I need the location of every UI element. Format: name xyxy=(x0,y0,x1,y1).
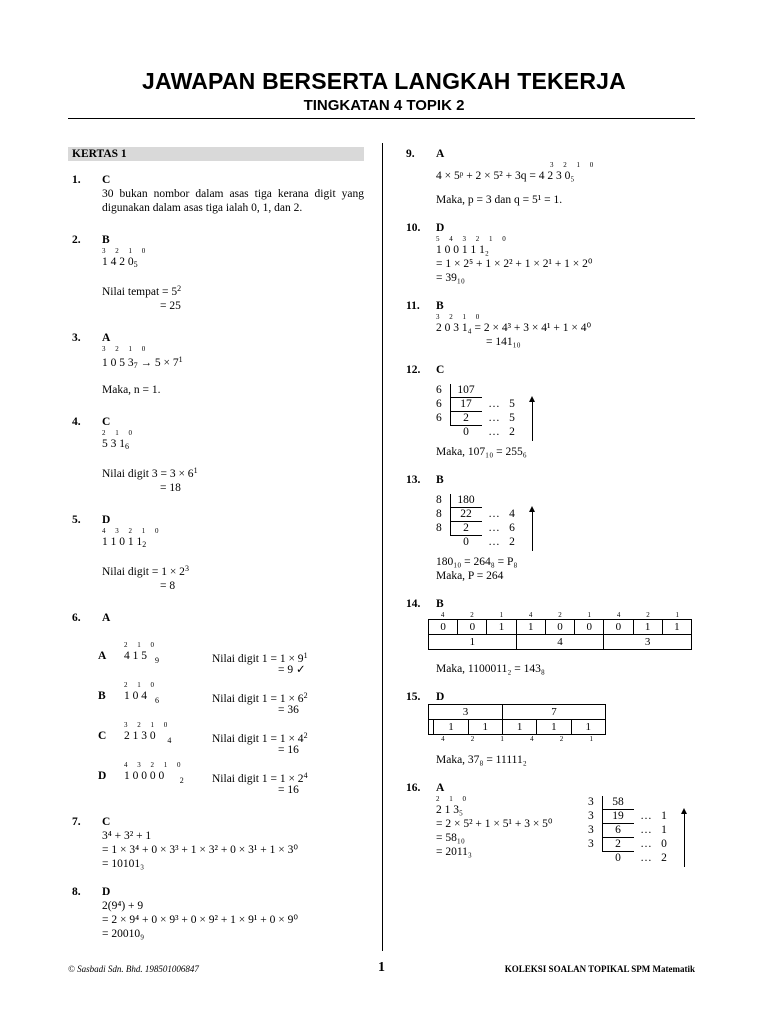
number-digits: 2 1 3 0 xyxy=(124,730,156,742)
answer-letter: B xyxy=(436,598,444,610)
bit-cell: 1 xyxy=(468,720,502,735)
bit-cell: 0 xyxy=(429,620,458,635)
number-digits: 1 0 5 $3_7 \to 5 \times 7^1$ xyxy=(102,355,183,370)
column-divider xyxy=(382,143,383,951)
quotient: 22 xyxy=(460,508,472,520)
question-number: 14. xyxy=(406,598,421,610)
place-values: 4 3 2 1 0 xyxy=(102,527,163,535)
place-values: 4 3 2 1 0 xyxy=(124,761,185,769)
ladder-bar xyxy=(450,494,451,536)
number-digits: 5 3 $1_6$ xyxy=(102,438,129,451)
read-upward-arrow xyxy=(532,511,533,551)
bit-cell: 0 xyxy=(575,620,604,635)
working-line: Nilai digit $1 = 1 \times 6^2$ xyxy=(212,691,308,705)
ellipsis: … xyxy=(488,522,500,534)
question-9 xyxy=(402,147,694,207)
option-label: C xyxy=(98,730,107,742)
bit-cell: 1 xyxy=(537,720,571,735)
quotient: 0 xyxy=(463,536,469,548)
working-line: Nilai digit $1 = 1 \times 4^2$ xyxy=(212,731,308,745)
working-line: 4 × 5ᵖ + 2 × 5² + 3q = 4 2 3 0₅ xyxy=(436,170,575,182)
divisor: 3 xyxy=(588,796,594,808)
working-line: = 2 × 9⁴ + 0 × 9³ + 0 × 9² + 1 × 9¹ + 0 × 9⁰ xyxy=(102,914,298,926)
ellipsis: … xyxy=(640,824,652,836)
working-result: Maka, 37₈ = 11111₂ xyxy=(436,754,527,766)
ellipsis: … xyxy=(488,398,500,410)
question-number: 16. xyxy=(406,782,421,794)
bit-cell: 1 xyxy=(633,620,662,635)
answer-letter: C xyxy=(436,364,445,376)
question-8 xyxy=(68,885,364,941)
divisor: 8 xyxy=(436,494,442,506)
working-line: 2 0 3 1₄ = 2 × 4³ + 3 × 4¹ + 1 × 4⁰ xyxy=(436,322,592,334)
question-number: 9. xyxy=(406,148,415,160)
question-15 xyxy=(402,690,694,767)
working-line: Nilai digit = $1 \times 2^3$ xyxy=(102,564,189,578)
number-base: 2 xyxy=(179,776,184,785)
bit-cell: 1 xyxy=(502,720,536,735)
question-13 xyxy=(402,473,694,583)
question-7 xyxy=(68,815,364,871)
place-value: 2 xyxy=(559,735,564,743)
division-ladder xyxy=(588,795,698,871)
number-base: 9 xyxy=(155,656,159,665)
working-line: Nilai digit $1 = 1 \times 2^4$ xyxy=(212,771,308,785)
remainder: 2 xyxy=(661,852,667,864)
place-value: 4 xyxy=(528,611,533,619)
ladder-bar xyxy=(602,796,603,852)
place-value: 1 xyxy=(500,735,504,743)
octal-group-cell: 7 xyxy=(502,705,605,720)
question-number: 6. xyxy=(72,612,81,624)
place-values: 2 1 0 xyxy=(124,681,158,689)
question-3 xyxy=(68,331,364,397)
option-label: A xyxy=(98,650,107,662)
question-number: 5. xyxy=(72,514,81,526)
working-result: Maka, P = 264 xyxy=(436,570,504,582)
question-number: 10. xyxy=(406,222,421,234)
place-value: 2 xyxy=(558,611,562,619)
divisor: 8 xyxy=(436,522,442,534)
bit-cell: 1 xyxy=(662,620,691,635)
divisor: 3 xyxy=(588,824,594,836)
working-result: = 18 xyxy=(160,482,181,494)
place-value: 1 xyxy=(587,611,592,619)
working-result: = 8 xyxy=(160,580,176,592)
quotient: 19 xyxy=(612,810,624,822)
remainder: 4 xyxy=(509,508,515,520)
remainder: 2 xyxy=(509,426,515,438)
remainder: 5 xyxy=(509,412,515,424)
ellipsis: … xyxy=(640,838,652,850)
binary-table xyxy=(428,619,692,650)
answer-letter: A xyxy=(102,332,111,344)
question-16 xyxy=(402,781,694,864)
working-line: Nilai digit $1 = 1 \times 9^1$ xyxy=(212,651,308,665)
place-value: 2 xyxy=(470,611,474,619)
ellipsis: … xyxy=(640,852,652,864)
working-line: 3⁴ + 3² + 1 xyxy=(102,830,152,842)
question-11 xyxy=(402,299,694,349)
bit-cell: 0 xyxy=(458,620,487,635)
quotient: 0 xyxy=(463,426,469,438)
option-d xyxy=(68,761,364,801)
answer-letter: A xyxy=(436,148,445,160)
working-line: Maka, n = 1. xyxy=(102,384,161,396)
quotient: 2 xyxy=(463,522,469,534)
ellipsis: … xyxy=(488,536,500,548)
working-line: Nilai tempat = $5^2$ xyxy=(102,284,182,298)
divisor: 6 xyxy=(436,412,442,424)
divisor: 6 xyxy=(436,398,442,410)
place-value: 1 xyxy=(499,611,504,619)
number-base: 6 xyxy=(155,696,159,705)
answer-letter: C xyxy=(102,174,111,186)
ellipsis: … xyxy=(488,412,500,424)
answer-letter: C xyxy=(102,816,111,828)
question-number: 13. xyxy=(406,474,421,486)
answer-letter: B xyxy=(436,300,444,312)
option-label: D xyxy=(98,770,107,782)
place-value: 4 xyxy=(530,735,534,743)
section-heading: KERTAS 1 xyxy=(68,147,364,161)
question-number: 3. xyxy=(72,332,81,344)
answer-letter: D xyxy=(102,514,111,526)
number-digits: 4 1 5 xyxy=(124,650,147,662)
working-line: 2 1 3₅ xyxy=(436,804,464,816)
working-line: = 58₁₀ xyxy=(436,832,465,844)
divisor: 3 xyxy=(588,810,594,822)
working-line: Nilai digit $3 = 3 \times 6^1$ xyxy=(102,466,198,480)
bit-cell: 1 xyxy=(487,620,516,635)
octal-group-cell: 4 xyxy=(516,635,604,650)
remainder: 5 xyxy=(509,398,515,410)
option-a xyxy=(68,641,364,681)
quotient: 2 xyxy=(463,412,469,424)
bit-cell: 0 xyxy=(545,620,574,635)
working-line: 2(9⁴) + 9 xyxy=(102,900,144,912)
working-line: = 1 × 2⁵ + 1 × 2² + 1 × 2¹ + 1 × 2⁰ xyxy=(436,258,593,270)
question-5 xyxy=(68,513,364,593)
place-value: 1 xyxy=(589,735,593,743)
divisor: 3 xyxy=(588,838,594,850)
ellipsis: … xyxy=(488,508,500,520)
working-result: = 2011₃ xyxy=(436,846,472,858)
option-list xyxy=(98,641,364,801)
quotient: 107 xyxy=(457,384,475,396)
octal-group-cell: 1 xyxy=(429,635,517,650)
page-number: 1 xyxy=(378,960,385,975)
working-result: = 10101₃ xyxy=(102,858,145,870)
header-rule xyxy=(68,118,695,119)
working-result: = 36 xyxy=(278,704,299,716)
quotient: 2 xyxy=(615,838,621,850)
question-12 xyxy=(402,363,694,459)
ladder-bar xyxy=(450,384,451,426)
quotient: 0 xyxy=(615,852,621,864)
working-result: = 16 xyxy=(278,784,299,796)
number-base: 4 xyxy=(167,736,172,745)
question-number: 8. xyxy=(72,886,81,898)
question-4 xyxy=(68,415,364,495)
place-value: 4 xyxy=(616,611,621,619)
place-values: 5 4 3 2 1 0 xyxy=(436,235,510,243)
working-line: 1 0 0 1 1 1₂ xyxy=(436,244,489,256)
place-values: 2 1 0 xyxy=(102,429,136,437)
question-number: 11. xyxy=(406,300,420,312)
place-value: 4 xyxy=(441,735,445,743)
working-result: = 141₁₀ xyxy=(486,336,521,348)
octal-group-cell: 3 xyxy=(429,705,503,720)
working-line: = 1 × 3⁴ + 0 × 3³ + 1 × 3² + 0 × 3¹ + 1 × 3⁰ xyxy=(102,844,298,856)
ellipsis: … xyxy=(640,810,652,822)
binary-table xyxy=(428,704,606,735)
place-values: 3 2 1 0 xyxy=(102,247,150,255)
quotient: 180 xyxy=(457,494,475,506)
working-result: = 25 xyxy=(160,300,181,312)
place-values: 2 1 0 xyxy=(436,795,470,803)
right-column xyxy=(402,147,694,873)
working-result: Maka, p = 3 dan q = 5¹ = 1. xyxy=(436,194,563,206)
series-title: KOLEKSI SOALAN TOPIKAL SPM Matematik xyxy=(504,964,695,974)
option-b xyxy=(68,681,364,721)
remainder: 6 xyxy=(509,522,515,534)
left-column xyxy=(68,147,364,955)
place-values: 2 1 0 xyxy=(124,641,158,649)
bit-cell: 1 xyxy=(571,720,605,735)
place-value: 1 xyxy=(675,611,680,619)
division-ladder xyxy=(436,493,694,548)
place-values xyxy=(428,735,606,743)
working-result: = 16 xyxy=(278,744,299,756)
question-2 xyxy=(68,233,364,313)
working-line: = 2 × 5² + 1 × 5¹ + 3 × 5⁰ xyxy=(436,818,553,830)
answer-text: 30 bukan nombor dalam asas tiga kerana digit yang digunakan dalam asas tiga ialah 0, 1, dan 2. xyxy=(102,188,364,214)
remainder: 2 xyxy=(509,536,515,548)
number-digits: 1 4 2 $0_5$ xyxy=(102,256,138,269)
option-label: B xyxy=(98,690,106,702)
answer-letter: D xyxy=(436,691,445,703)
read-upward-arrow xyxy=(532,401,533,441)
question-6 xyxy=(68,611,364,801)
place-values: 3 2 1 0 xyxy=(124,721,172,729)
bit-cell: 0 xyxy=(604,620,633,635)
answer-letter: D xyxy=(102,886,111,898)
octal-group-cell: 3 xyxy=(604,635,692,650)
place-values xyxy=(428,611,692,619)
question-number: 15. xyxy=(406,691,421,703)
read-upward-arrow xyxy=(684,813,685,867)
number-digits: 1 0 4 xyxy=(124,690,147,702)
remainder: 1 xyxy=(661,810,667,822)
answer-letter: A xyxy=(436,782,445,794)
number-digits: 1 1 0 1 $1_2$ xyxy=(102,536,147,549)
working-result: Maka, 1100011₂ = 143₈ xyxy=(436,663,545,675)
copyright-text: © Sasbadi Sdn. Bhd. 198501006847 xyxy=(68,964,199,974)
place-value: 2 xyxy=(470,735,475,743)
answer-letter: B xyxy=(102,234,110,246)
question-10 xyxy=(402,221,694,285)
working-result: = 39₁₀ xyxy=(436,272,465,284)
answer-letter: C xyxy=(102,416,111,428)
working-result: = 9 ✓ xyxy=(278,664,306,676)
option-c xyxy=(68,721,364,761)
place-values: 3 2 1 0 xyxy=(436,313,484,321)
page-subtitle: TINGKATAN 4 TOPIK 2 xyxy=(303,97,465,114)
quotient: 6 xyxy=(615,824,621,836)
divisor: 8 xyxy=(436,508,442,520)
bit-cell: 1 xyxy=(516,620,545,635)
answer-letter: B xyxy=(436,474,444,486)
place-values: 3 2 1 0 xyxy=(102,345,150,353)
place-value: 4 xyxy=(440,611,445,619)
question-number: 4. xyxy=(72,416,81,428)
question-number: 1. xyxy=(72,174,81,186)
divisor: 6 xyxy=(436,384,442,396)
answer-letter: D xyxy=(436,222,445,234)
number-digits: 1 0 0 0 0 xyxy=(124,770,165,782)
place-value: 2 xyxy=(646,611,650,619)
ellipsis: … xyxy=(488,426,500,438)
remainder: 0 xyxy=(661,838,667,850)
quotient: 17 xyxy=(460,398,472,410)
question-number: 7. xyxy=(72,816,81,828)
question-number: 12. xyxy=(406,364,421,376)
page-title: JAWAPAN BERSERTA LANGKAH TEKERJA xyxy=(142,68,626,94)
bit-cell: 1 xyxy=(434,720,468,735)
question-14 xyxy=(402,597,694,676)
quotient: 58 xyxy=(612,796,624,808)
working-result: = 20010₉ xyxy=(102,928,145,940)
question-number: 2. xyxy=(72,234,81,246)
answer-letter: A xyxy=(102,612,111,624)
question-1 xyxy=(68,173,364,215)
remainder: 1 xyxy=(661,824,667,836)
working-result: Maka, 107₁₀ = 255₆ xyxy=(436,446,527,458)
division-ladder xyxy=(436,383,694,438)
working-line: 180₁₀ = 264₈ = P₈ xyxy=(436,556,518,568)
place-values: 3 2 1 0 xyxy=(550,161,598,169)
